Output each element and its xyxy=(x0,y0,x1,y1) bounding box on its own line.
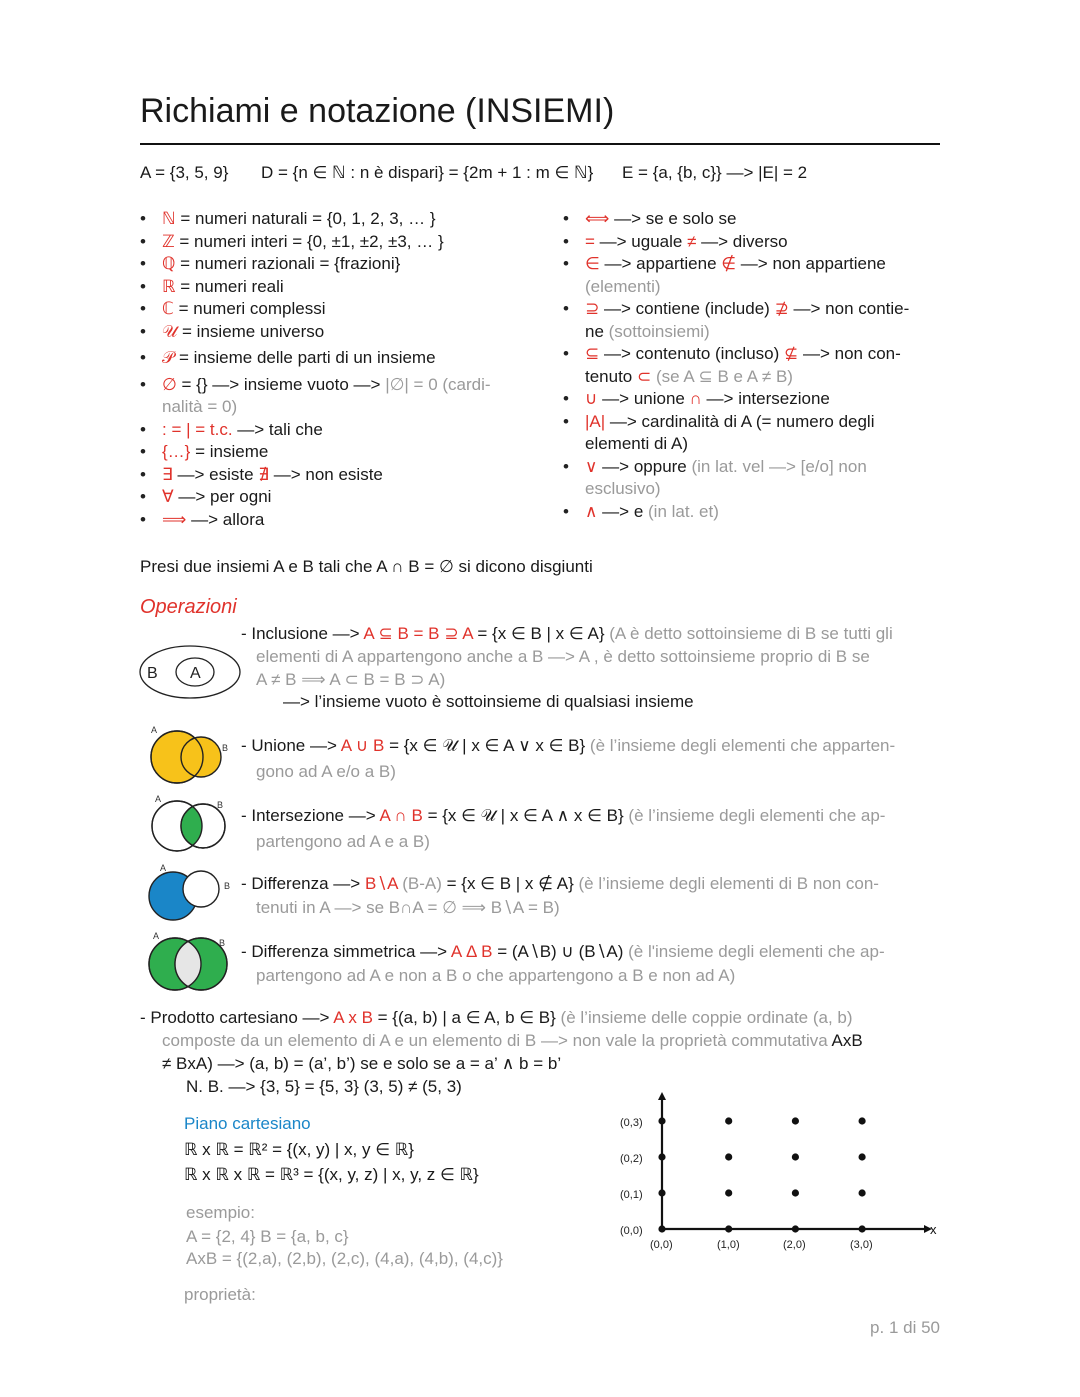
label-b: B xyxy=(147,665,158,682)
intro-a: A = {3, 5, 9} xyxy=(140,163,229,182)
label-b: B xyxy=(222,743,229,753)
list-item: • : = | = t.c. —> tali che xyxy=(140,419,491,442)
properties-label: proprietà: xyxy=(184,1285,256,1304)
inclusion-diagram xyxy=(138,643,242,701)
y-tick-label: (0,1) xyxy=(620,1189,643,1201)
list-item: • |A| —> cardinalità di A (= numero degli xyxy=(563,411,909,434)
intersection-diagram xyxy=(145,794,235,854)
example-product: AxB = {(2,a), (2,b), (2,c), (4,a), (4,b), (4,c)} xyxy=(186,1249,503,1268)
section-heading-operazioni: Operazioni xyxy=(140,596,237,618)
list-item: elementi di A) xyxy=(585,434,688,453)
list-item: • ∪ —> unione ∩ —> intersezione xyxy=(563,388,909,411)
example-label: esempio: xyxy=(186,1203,255,1222)
list-item: • ℂ = numeri complessi xyxy=(140,298,491,321)
list-item: • ∀ —> per ogni xyxy=(140,486,491,509)
intro-d: D = {n ∈ ℕ : n è dispari} = {2m + 1 : m ∈ ℕ} xyxy=(261,163,594,182)
label-a: A xyxy=(151,725,158,735)
list-item: • ℚ = numeri razionali = {frazioni} xyxy=(140,253,491,276)
inclusion-text: - Inclusione —> A ⊆ B = B ⊇ A = {x ∈ B | x ∈ A} (A è detto sottoinsieme di B se tutti gli elementi di A appartengono anche a B —> A , è detto sottoinsieme proprio di B se A ≠ B ⟹ A ⊂ B = B ⊃ A) —> l’insieme vuoto è sottoinsieme di qualsiasi insieme xyxy=(241,624,893,711)
list-item: nalità = 0) xyxy=(162,397,238,416)
list-item: • ℤ = numeri interi = {0, ±1, ±2, ±3, … } xyxy=(140,231,491,254)
list-item: • = —> uguale ≠ —> diverso xyxy=(563,231,909,254)
label-a: A xyxy=(190,665,201,682)
grid-point xyxy=(792,1189,799,1196)
x-tick-label: (1,0) xyxy=(717,1239,740,1251)
x-axis-label: x xyxy=(930,1222,937,1237)
list-item: • ⟹ —> allora xyxy=(140,509,491,532)
r2-definition: ℝ x ℝ = ℝ² = {(x, y) | x, y ∈ ℝ} xyxy=(184,1140,414,1159)
difference-diagram xyxy=(145,863,235,923)
list-item: • ⊇ —> contiene (include) ⊉ —> non contie- xyxy=(563,298,909,321)
cartesian-product-text: - Prodotto cartesiano —> A x B = {(a, b) | a ∈ A, b ∈ B} (è l’insieme delle coppie ordinate (a, b) composte da un elemento di A e un elemento di B —> non vale la proprietà commutativa AxB ≠ BxA) —> (a, b) = (a’, b’) se e solo se a = a’ ∧ b = b’ N. B. —> {3, 5} = {5, 3} (3, 5) ≠ (5, 3) xyxy=(140,1008,863,1096)
list-item: • ⊆ —> contenuto (incluso) ⊈ —> non con- xyxy=(563,343,909,366)
list-item: • ℝ = numeri reali xyxy=(140,276,491,299)
list-item: esclusivo) xyxy=(585,479,661,498)
union-diagram xyxy=(145,724,235,784)
x-tick-label: (0,0) xyxy=(650,1239,673,1251)
grid-point xyxy=(859,1189,866,1196)
list-item: • 𝒰 = insieme universo xyxy=(140,321,491,344)
grid-point xyxy=(859,1153,866,1160)
title-rule xyxy=(140,143,940,145)
y-tick-label: (0,2) xyxy=(620,1153,643,1165)
page-title: Richiami e notazione (INSIEMI) xyxy=(140,92,615,130)
list-item: (elementi) xyxy=(585,276,661,296)
list-item: • ∅ = {} —> insieme vuoto —> |∅| = 0 (cardi- xyxy=(140,374,491,397)
symmetric-difference-text: - Differenza simmetrica —> A Δ B = (A∖B) ∪ (B∖A) (è l'insieme degli elementi che ap- partengono ad A e non a B o che appartengono a B e non ad A) xyxy=(241,942,885,985)
list-item: • ∈ —> appartiene ∉ —> non appartiene xyxy=(563,253,909,276)
grid-point xyxy=(658,1153,665,1160)
piano-cartesiano-heading: Piano cartesiano xyxy=(184,1114,311,1133)
grid-point xyxy=(725,1153,732,1160)
intersection-text: - Intersezione —> A ∩ B = {x ∈ 𝒰 | x ∈ A ∧ x ∈ B} (è l’insieme degli elementi che ap- partengono ad A e a B) xyxy=(241,806,886,851)
grid-point xyxy=(658,1117,665,1124)
label-b: B xyxy=(224,881,231,891)
list-item: tenuto ⊂ (se A ⊆ B e A ≠ B) xyxy=(585,366,793,386)
grid-point xyxy=(792,1225,799,1232)
disjoint-note: Presi due insiemi A e B tali che A ∩ B = ∅ si dicono disgiunti xyxy=(140,557,593,576)
symmetric-difference-diagram xyxy=(145,930,235,992)
grid-point xyxy=(725,1117,732,1124)
label-a: A xyxy=(160,863,167,873)
label-b: B xyxy=(219,938,226,948)
list-item: • ∃ —> esiste ∄ —> non esiste xyxy=(140,464,491,487)
list-item: • {…} = insieme xyxy=(140,441,491,464)
y-tick-label: (0,0) xyxy=(620,1225,643,1237)
symbol-list-left xyxy=(140,208,491,531)
grid-point xyxy=(792,1117,799,1124)
r3-definition: ℝ x ℝ x ℝ = ℝ³ = {(x, y, z) | x, y, z ∈ ℝ} xyxy=(184,1165,479,1184)
grid-point xyxy=(658,1225,665,1232)
list-item: • ⟺ —> se e solo se xyxy=(563,208,909,231)
symbol-list-right xyxy=(563,208,909,523)
union-text: - Unione —> A ∪ B = {x ∈ 𝒰 | x ∈ A ∨ x ∈ B} (è l’insieme degli elementi che apparten- gono ad A e/o a B) xyxy=(241,736,896,781)
grid-point xyxy=(658,1189,665,1196)
label-a: A xyxy=(155,794,162,804)
label-b: B xyxy=(217,800,224,810)
list-item: • ∧ —> e (in lat. et) xyxy=(563,501,909,524)
grid-point xyxy=(725,1225,732,1232)
cartesian-grid-diagram xyxy=(612,1088,942,1258)
list-item: ne (sottoinsiemi) xyxy=(585,321,710,341)
x-tick-label: (3,0) xyxy=(850,1239,873,1251)
difference-text: - Differenza —> B∖A (B-A) = {x ∈ B | x ∉ A} (è l’insieme degli elementi di B non con- tenuti in A —> se B∩A = ∅ ⟹ B∖A = B) xyxy=(241,874,879,917)
grid-point xyxy=(725,1189,732,1196)
grid-point xyxy=(792,1153,799,1160)
list-item: • ℕ = numeri naturali = {0, 1, 2, 3, … } xyxy=(140,208,491,231)
intro-e: E = {a, {b, c}} —> |E| = 2 xyxy=(622,163,808,182)
list-item: • ∨ —> oppure (in lat. vel —> [e/o] non xyxy=(563,456,909,479)
grid-point xyxy=(859,1117,866,1124)
example-sets: A = {2, 4} B = {a, b, c} xyxy=(186,1227,349,1246)
grid-point xyxy=(859,1225,866,1232)
label-a: A xyxy=(153,931,160,941)
x-tick-label: (2,0) xyxy=(783,1239,806,1251)
y-tick-label: (0,3) xyxy=(620,1117,643,1129)
page-number: p. 1 di 50 xyxy=(870,1318,940,1337)
list-item: • 𝒫 = insieme delle parti di un insieme xyxy=(140,347,491,370)
